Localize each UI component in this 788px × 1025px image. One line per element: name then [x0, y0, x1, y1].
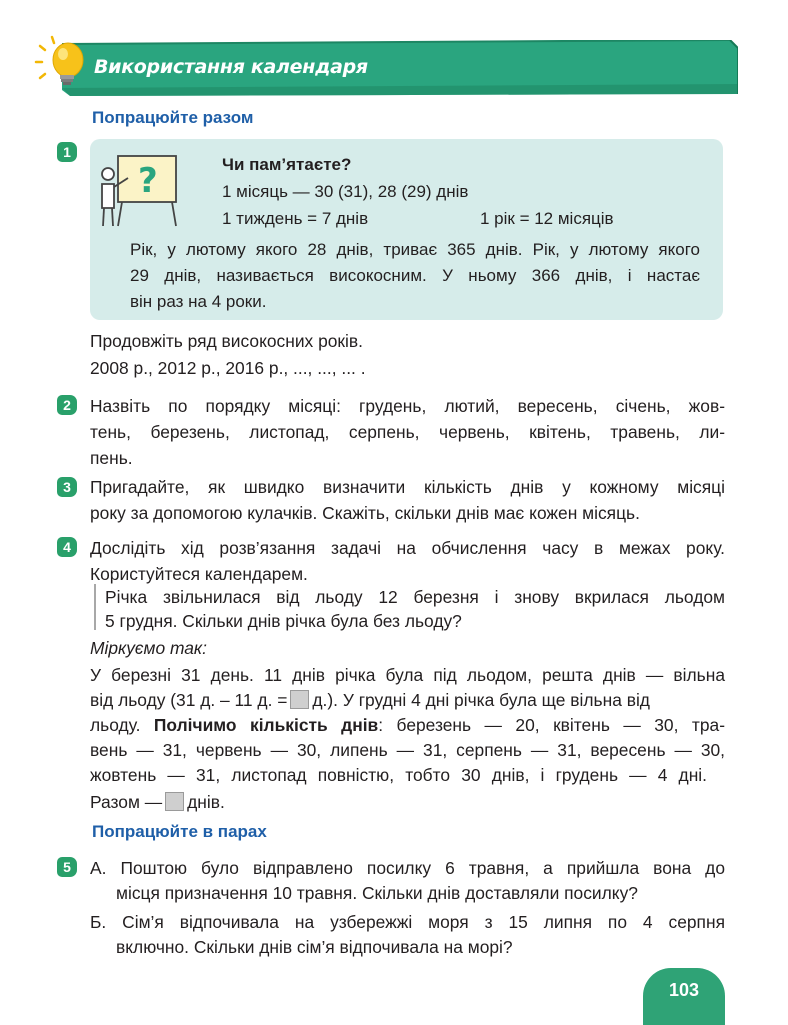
- task-number-2: 2: [57, 395, 77, 415]
- teacher-board-icon: [94, 152, 182, 228]
- task4-line: Дослідіть хід розв’язання задачі на обчислення часу в межах року.: [90, 538, 725, 558]
- info-paragraph-line: він раз на 4 роки.: [130, 292, 267, 311]
- solution-line: вень — 31, червень — 30, липень — 31, серпень — 31, вересень — 30,: [90, 740, 725, 760]
- section-title-pairs: Попрацюйте в парах: [92, 822, 267, 841]
- info-paragraph-line: Рік, у лютому якого 28 днів, триває 365 днів. Рік, у лютому якого: [130, 240, 700, 259]
- info-line-year: 1 рік = 12 місяців: [480, 209, 614, 228]
- task-number-5: 5: [57, 857, 77, 877]
- page-title: Використання календаря: [94, 56, 368, 78]
- task5-b-line: включно. Скільки днів сім’я відпочивала на морі?: [116, 937, 513, 957]
- task-number-3: 3: [57, 477, 77, 497]
- solution-text: Разом —: [90, 792, 163, 812]
- solution-text: днів.: [187, 792, 225, 812]
- task5-a-line: А. Поштою було відправлено посилку 6 травня, а прийшла вона до: [90, 858, 725, 878]
- info-line-month: 1 місяць — 30 (31), 28 (29) днів: [222, 182, 469, 201]
- solution-text: льоду.: [90, 715, 141, 735]
- task2-line: пень.: [90, 448, 133, 468]
- solution-text: від льоду (31 д. – 11 д. =: [90, 690, 288, 710]
- solution-line: [90, 712, 725, 739]
- lightbulb-icon: [28, 34, 88, 90]
- info-heading: Чи пам’ятаєте?: [222, 155, 352, 174]
- task2-line: тень, березень, листопад, серпень, червень, квітень, травень, ли-: [90, 422, 725, 442]
- solution-text: д.). У грудні 4 дні річка була ще вільна від: [312, 690, 650, 710]
- solution-bold-text: Полічимо кількість днів: [153, 715, 379, 735]
- problem-quote-bar: [94, 584, 96, 630]
- solution-line: У березні 31 день. 11 днів річка була під льодом, решта днів — вільна: [90, 665, 725, 685]
- reasoning-label: Міркуємо так:: [90, 638, 207, 658]
- task1-instruction: Продовжіть ряд високосних років.: [90, 331, 363, 351]
- task5-b-line: Б. Сім’я відпочивала на узбережжі моря з 15 липня по 4 серпня: [90, 912, 725, 932]
- task3-line: Пригадайте, як швидко визначити кількість днів у кожному місяці: [90, 477, 725, 497]
- task5-a-line: місця призначення 10 травня. Скільки днів доставляли посилку?: [116, 883, 638, 903]
- solution-line: [90, 687, 725, 714]
- svg-text:?: ?: [138, 161, 158, 201]
- task-number-1: 1: [57, 142, 77, 162]
- task3-line: року за допомогою кулачків. Скажіть, скільки днів має кожен місяць.: [90, 503, 640, 523]
- solution-line: жовтень — 31, листопад повністю, тобто 30 днів, і грудень — 4 дні.: [90, 765, 707, 785]
- task1-sequence: 2008 р., 2012 р., 2016 р., ..., ..., ... .: [90, 358, 366, 378]
- page-number: 103: [668, 980, 700, 1000]
- solution-line: [90, 789, 225, 816]
- section-title-together: Попрацюйте разом: [92, 108, 254, 127]
- answer-blank-box[interactable]: [165, 792, 184, 811]
- answer-blank-box[interactable]: [290, 690, 309, 709]
- problem-line: Річка звільнилася від льоду 12 березня і знову вкрилася льодом: [105, 587, 725, 607]
- solution-text: : березень — 20, квітень — 30, тра-: [378, 715, 725, 735]
- info-line-week: 1 тиждень = 7 днів: [222, 209, 369, 228]
- problem-line: 5 грудня. Скільки днів річка була без льоду?: [105, 611, 462, 631]
- task-number-4: 4: [57, 537, 77, 557]
- task4-line: Користуйтеся календарем.: [90, 564, 308, 584]
- info-paragraph-line: 29 днів, називається високосним. У ньому 366 днів, і настає: [130, 266, 700, 285]
- task2-line: Назвіть по порядку місяці: грудень, лютий, вересень, січень, жов-: [90, 396, 725, 416]
